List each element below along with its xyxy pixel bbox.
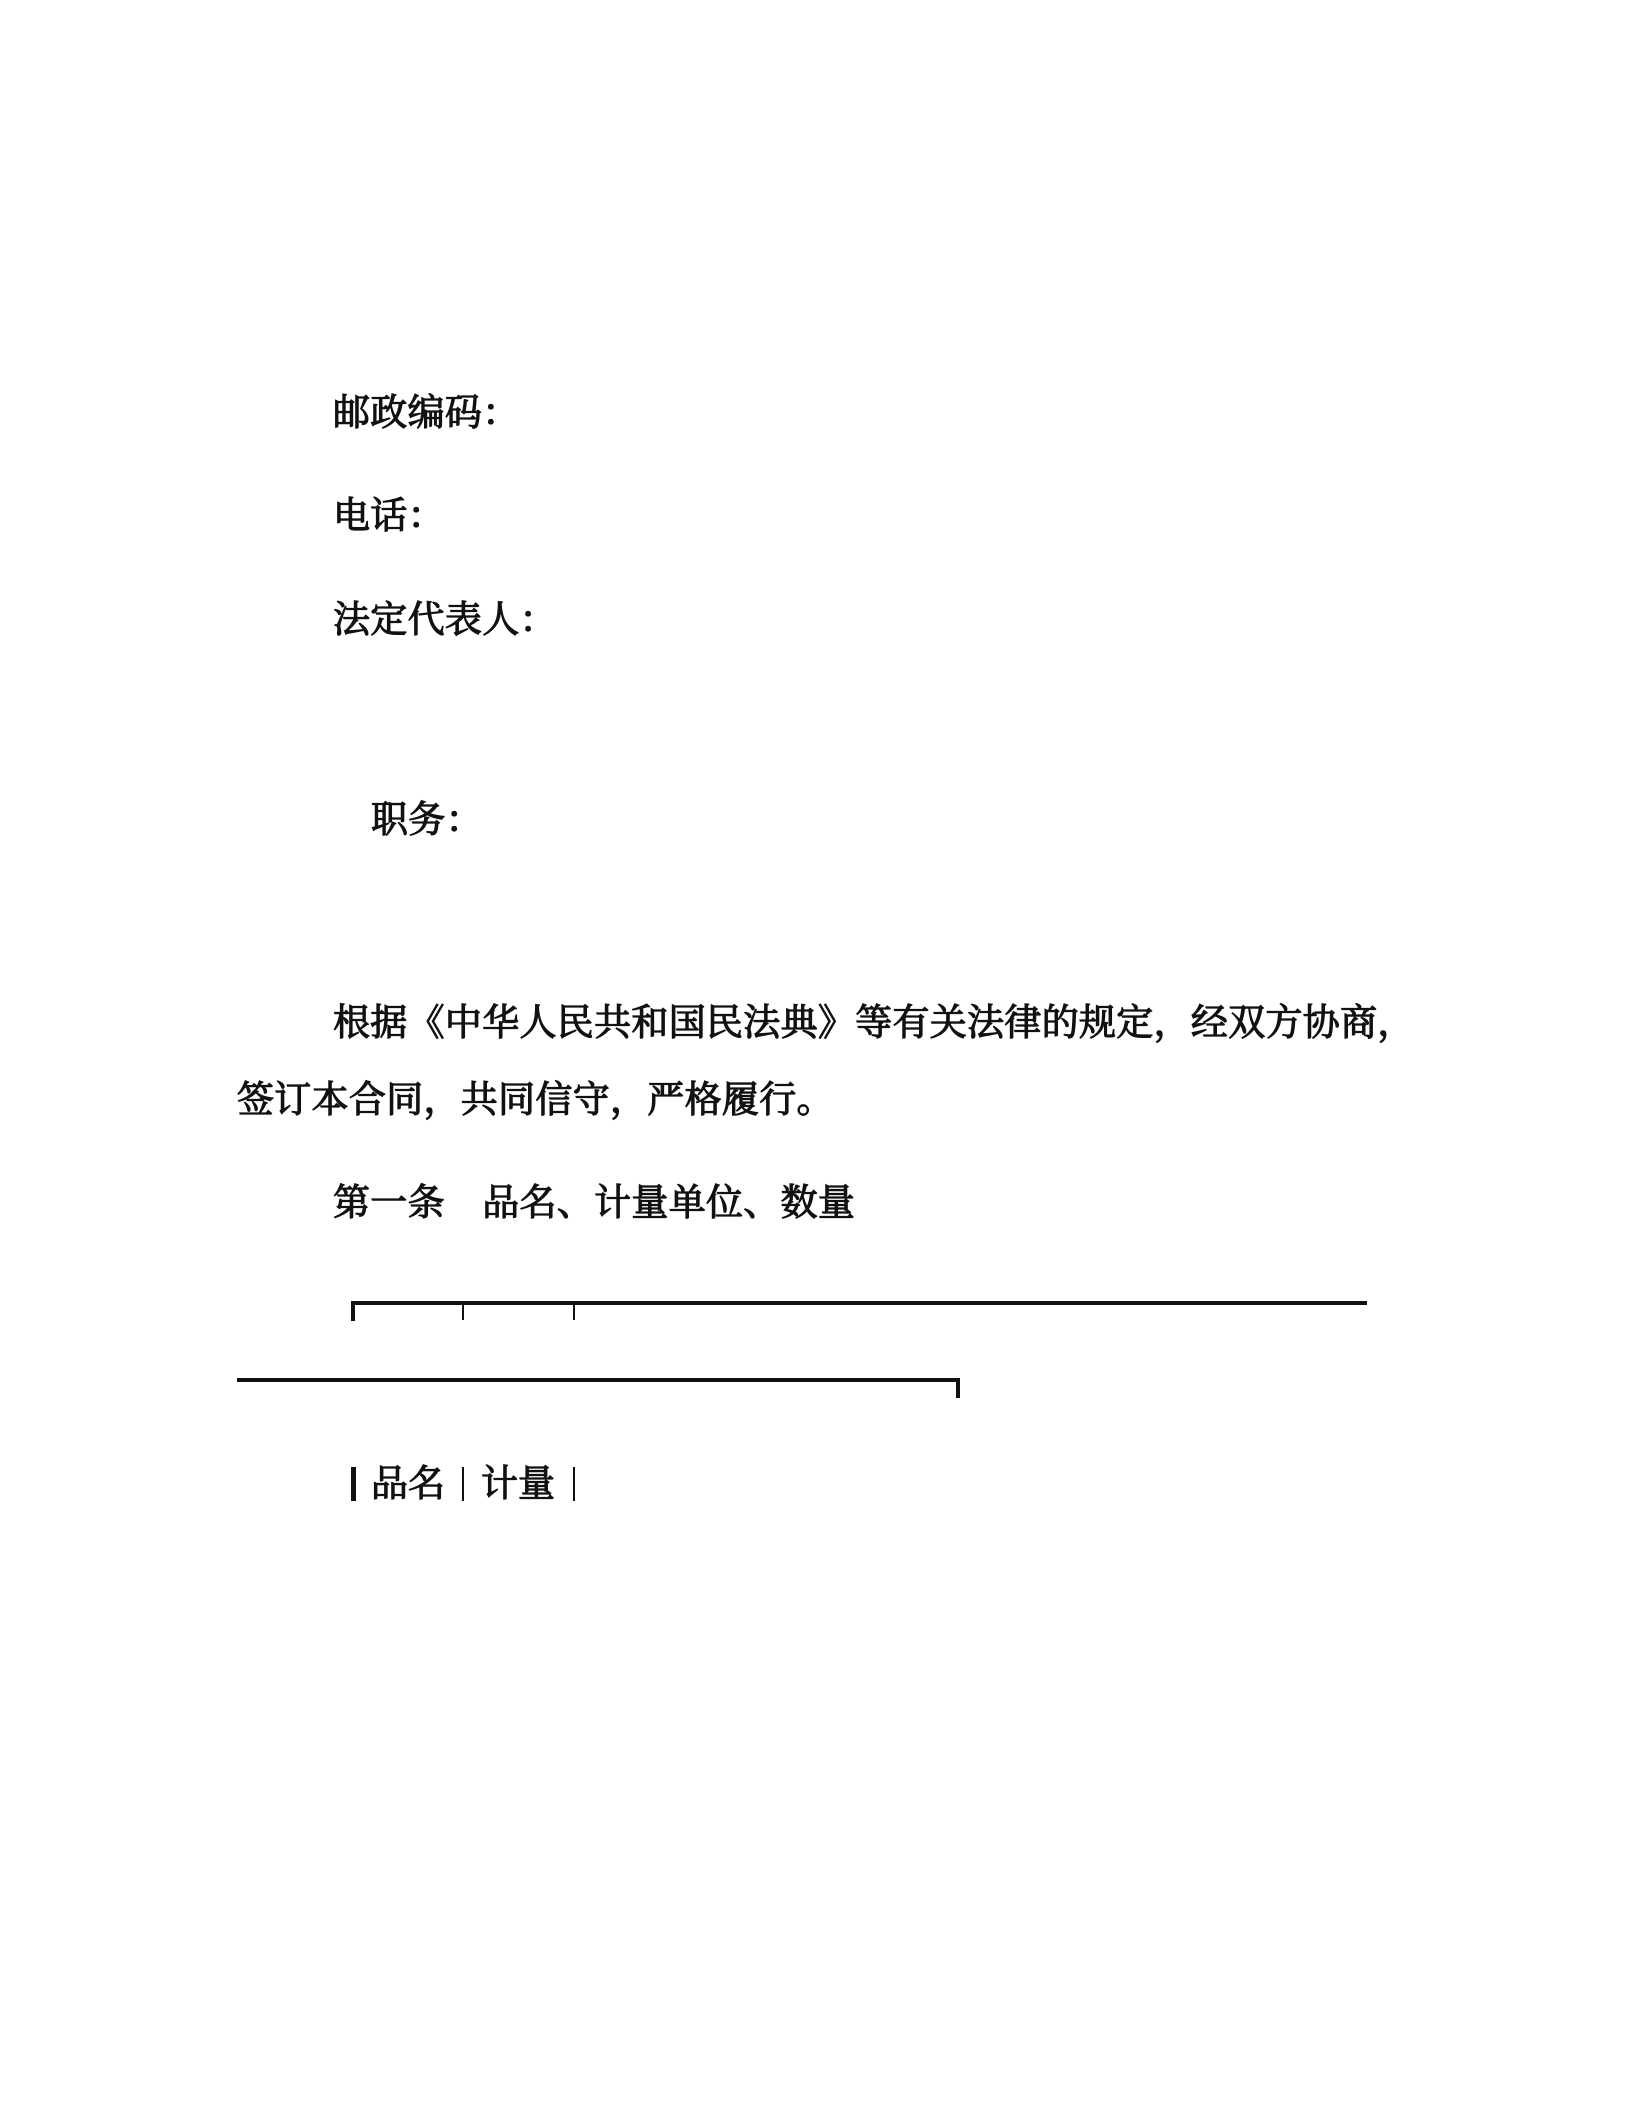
- table-right-tick: [956, 1378, 960, 1398]
- table-top-border: [351, 1301, 1367, 1305]
- phone-label: 电话：: [333, 494, 445, 537]
- table-header-left-border: [351, 1467, 356, 1501]
- table-wrap-border: [237, 1378, 960, 1382]
- legal-representative-label: 法定代表人：: [333, 598, 557, 641]
- table-header-product-name: 品名: [371, 1462, 445, 1505]
- table-left-tick: [351, 1301, 355, 1321]
- preamble-line-2: 签订本合同，共同信守，严格履行。: [237, 1078, 834, 1121]
- preamble-line-1: 根据《中华人民共和国民法典》等有关法律的规定，经双方协商，: [333, 1001, 1415, 1044]
- table-column-tick-1: [462, 1303, 464, 1320]
- table-column-tick-2: [573, 1303, 575, 1320]
- article-1-heading: 第一条 品名、计量单位、数量: [333, 1181, 856, 1224]
- table-header-divider-2: [573, 1467, 575, 1501]
- postal-code-label: 邮政编码：: [333, 391, 520, 434]
- table-header-measurement: 计量: [481, 1462, 555, 1505]
- table-header-divider-1: [462, 1467, 464, 1501]
- position-label: 职务：: [371, 798, 483, 841]
